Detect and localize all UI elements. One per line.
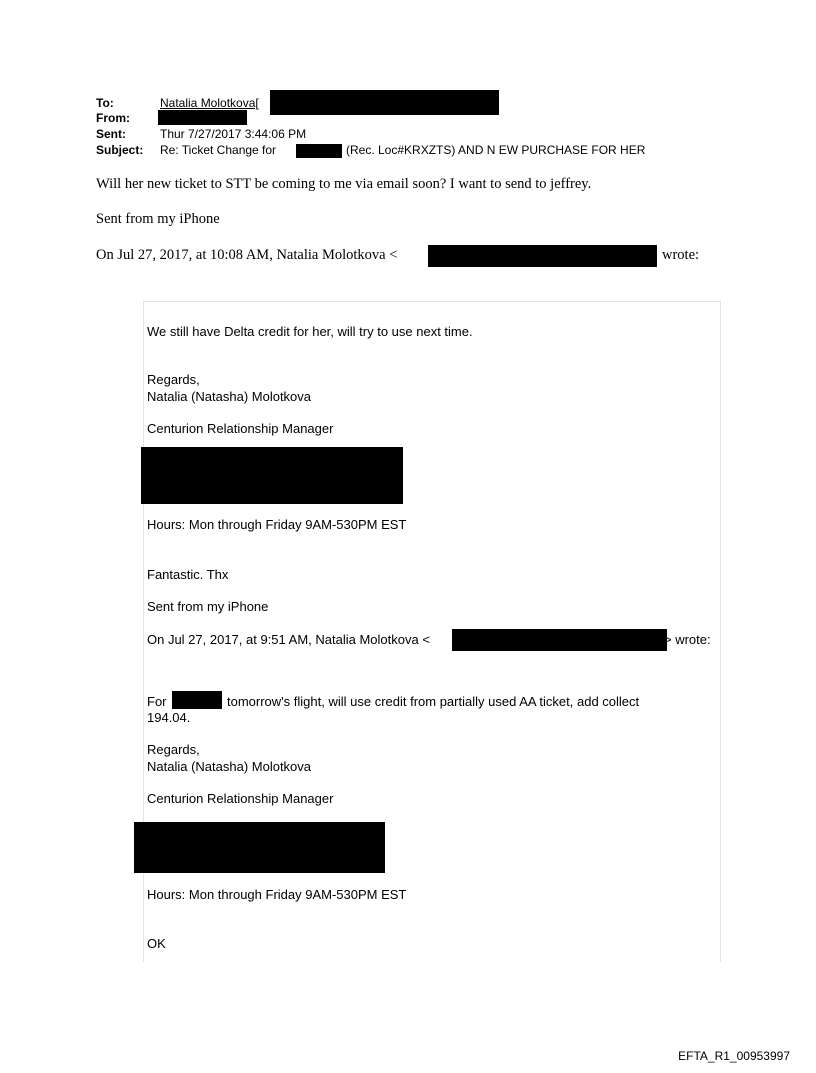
redaction-contact-1 [141, 447, 403, 504]
regards-2: Regards, [147, 742, 200, 757]
body-line-1: Will her new ticket to STT be coming to me via email soon? I want to send to jeffrey. [96, 176, 592, 192]
body-sent-from: Sent from my iPhone [96, 211, 220, 227]
from-label: From: [96, 111, 130, 125]
hours-1: Hours: Mon through Friday 9AM-530PM EST [147, 517, 407, 532]
subject-suffix: (Rec. Loc#KRXZTS) AND N EW PURCHASE FOR HER [346, 143, 646, 157]
redaction-email-1 [428, 245, 657, 267]
reply-fantastic: Fantastic. Thx [147, 567, 229, 582]
body-on-line-suffix: wrote: [662, 247, 700, 263]
redaction-subject-name [296, 144, 342, 158]
regards-1: Regards, [147, 372, 200, 387]
signature-name-1: Natalia (Natasha) Molotkova [147, 389, 312, 404]
body-on-line-prefix: On Jul 27, 2017, at 10:08 AM, Natalia Molotkova < [96, 247, 398, 263]
amount: 194.04. [147, 710, 191, 725]
redaction-contact-2 [134, 822, 385, 873]
to-label: To: [96, 96, 114, 110]
for-prefix: For [147, 694, 167, 709]
signature-name-2: Natalia (Natasha) Molotkova [147, 759, 312, 774]
hours-2: Hours: Mon through Friday 9AM-530PM EST [147, 887, 407, 902]
sent-label: Sent: [96, 127, 126, 141]
subject-prefix: Re: Ticket Change for [160, 143, 277, 157]
to-value: Natalia Molotkova[ [160, 96, 259, 110]
quoted-sent-from: Sent from my iPhone [147, 599, 269, 614]
reply-ok: OK [147, 936, 166, 951]
signature-title-1: Centurion Relationship Manager [147, 421, 334, 436]
quoted-on-line-suffix: > wrote: [664, 632, 711, 647]
redaction-email-2 [452, 629, 667, 651]
document-id: EFTA_R1_00953997 [678, 1049, 790, 1063]
quoted-on-line-prefix: On Jul 27, 2017, at 9:51 AM, Natalia Molotkova < [147, 632, 430, 647]
signature-title-2: Centurion Relationship Manager [147, 791, 334, 806]
redaction-from [158, 110, 247, 125]
redaction-name-2 [172, 691, 222, 709]
redaction-to-email [270, 90, 499, 115]
subject-label: Subject: [96, 143, 144, 157]
quoted-msg-1: We still have Delta credit for her, will try to use next time. [147, 324, 473, 339]
sent-value: Thur 7/27/2017 3:44:06 PM [160, 127, 307, 141]
for-suffix: tomorrow's flight, will use credit from partially used AA ticket, add collect [227, 694, 640, 709]
